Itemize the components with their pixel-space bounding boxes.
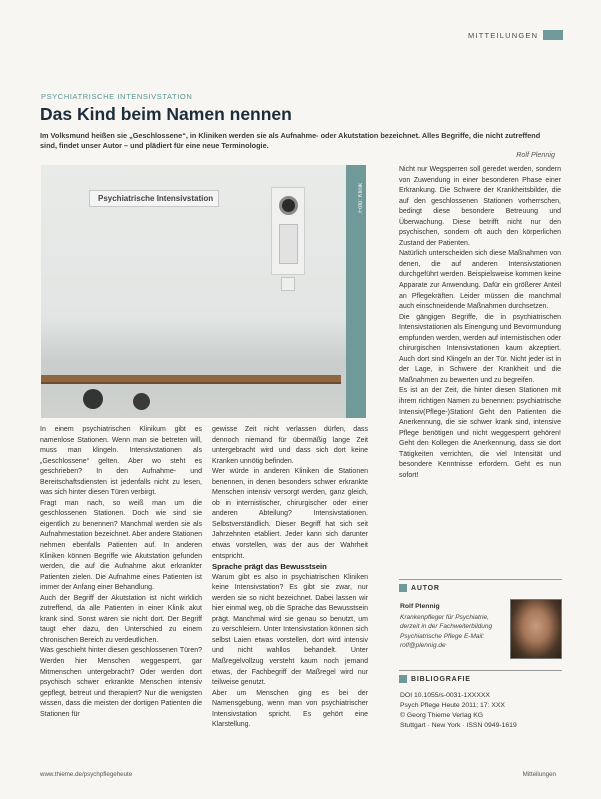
footer-url: www.thieme.de/psychpflegeheute — [40, 771, 133, 778]
author-box-label: AUTOR — [411, 584, 440, 592]
biblio-lines — [400, 691, 562, 731]
column-right — [399, 165, 561, 481]
door-knob — [133, 393, 150, 410]
paragraph: Nicht nur Wegsperren soll geredet werden, sondern von Zuwendung in einer besonderen Phase einer Erkrankung. Die Schwere der Krankheitsbilder, die auf den geschlossenen Stationen vorherrschen, bedingt diese besondere Betreuung und Überwachung. Diese betrifft nicht nur den psychischen, sondern oft auch den körperlichen Zustand der Patienten. — [399, 166, 561, 247]
biblio-box-heading — [399, 675, 471, 683]
article-kicker: PSYCHIATRISCHE INTENSIVSTATION — [41, 92, 193, 101]
section-header — [468, 28, 578, 42]
light-switch — [281, 277, 295, 291]
biblio-line: DOI 10.1055/s-0031-1XXXXX — [400, 692, 490, 699]
photo-credit: Foto: Klinik — [358, 183, 364, 213]
wall-rail-shadow — [41, 382, 341, 384]
station-sign — [89, 190, 219, 207]
article-lead: Im Volksmund heißen sie „Geschlossene“, in Kliniken werden sie als Aufnahme- oder Akutstation bezeichnet. Alles Begriffe, die nicht zutreffend sind, findet unser Autor – und plädiert für eine neue Terminologie. — [40, 131, 541, 150]
footer-page: Mitteilungen — [522, 771, 556, 778]
author-box-rule — [399, 579, 562, 580]
wall-rail — [41, 375, 341, 382]
paragraph: Was geschieht hinter diesen geschlossenen Türen? Werden hier Menschen weggesperrt, gar Mitmenschen untergebracht? Oder werden dort psychisch schwer erkrankte Menschen intensiv gepflegt, betreut und therapiert? Nur die wenigsten wissen, dass die meisten der dortigen Patienten die Stationen für — [40, 647, 202, 718]
article-title: Das Kind beim Namen nennen — [40, 104, 292, 124]
author-name: Rolf Plennig — [400, 603, 440, 610]
paragraph: Natürlich unterscheiden sich diese Maßnahmen von denen, die auf anderen Intensivstationen durchgeführt werden. Beispielsweise kommen keine Apparate zur Anwendung. Dafür ein größerer Anteil an Pflegekräften. Leider müssen die manchmal auch einschneidende Maßnahmen durchsetzen. — [399, 250, 561, 311]
section-label: MITTEILUNGEN — [468, 30, 539, 40]
section-badge — [543, 30, 563, 40]
paragraph: Fragt man nach, so weiß man um die geschlossenen Stationen. Doch wie sind sie eigentlich zu benennen? Manchmal werden sie als Aufnahmestation bezeichnet. Aber andere Stationen nehmen ebenfalls Patienten auf. In anderen Kliniken können Begriffe wie Akutstation gefunden werden, die auf die Aufnahme akut erkrankter Patienten zielen. Die Aufnahme eines Patienten ist immer der Anfang einer Behandlung. — [40, 499, 202, 592]
paragraph: Es ist an der Zeit, die hinter diesen Stationen mit ihrem richtigen Namen zu benennen: psychiatrische Intensiv(Pflege-)Station! Geht den Patienten die Anerkennung, die sie schwer krank sind, intensive Pflege benötigen und nicht weggesperrt gehören! Geht den Kollegen die Anerkennung, dass sie dort Tätigkeiten verrichten, die viel Intensität und besondere Kenntnisse erfordern. Geht es nun sofort! — [399, 387, 561, 479]
biblio-box-label: BIBLIOGRAFIE — [411, 675, 471, 683]
biblio-line: Psych Pflege Heute 2011; 17: XXX — [400, 702, 505, 709]
subheading: Sprache prägt das Bewusstsein — [212, 562, 327, 572]
column-middle — [212, 425, 368, 731]
author-box-heading — [399, 584, 440, 592]
camera-icon — [279, 196, 298, 215]
station-sign-text: Psychiatrische Intensivstation — [98, 194, 214, 203]
paragraph: Wer würde in anderen Kliniken die Stationen benennen, in denen besonders schwer erkrankte Menschen intensiv versorgt werden, ganz gleich, ob in internistischer, chirurgischer oder einer anderen Abteilung? Intensivstationen. Selbstverständlich. Dieser Begriff hat sich seit Jahrzehnten etabliert. Jeder kann sich darunter etwas vorstellen, was der aus der Wahrheit entspricht. — [212, 468, 368, 560]
paragraph: In einem psychiatrischen Klinikum gibt es namenlose Stationen. Wenn man sie betreten will, muss man klingeln. Intensivstationen als „Geschlossene“ gelten. Aber wo steht es geschrieben? In den Aufnahme- und Bereitschaftsdiensten ist jedenfalls nicht zu lesen, was sich hinter diesen Türen verbirgt. — [40, 426, 202, 497]
article-author: Rolf Plennig — [516, 150, 555, 159]
keypad-icon — [279, 224, 298, 264]
paragraph: Die gängigen Begriffe, die in psychiatrischen Intensivstationen als Einengung und Bevormundung empfunden werden, werden auf internistischen oder chirurgischen Intensivstationen kaum akzeptiert. Auch dort sind Klingeln an der Tür. Nicht jeder ist in der Lage, in Schwere der Krankheit und die Maßnahmen zu bewerten und zu begreifen. — [399, 313, 561, 384]
door-knob — [83, 389, 103, 409]
biblio-line: Stuttgart · New York · ISSN 0949-1619 — [400, 722, 517, 729]
biblio-line: © Georg Thieme Verlag KG — [400, 712, 484, 719]
paragraph: Aber um Menschen ging es bei der Namensgebung, wenn man von psychiatrischer Intensivstation spricht. Es gehört eine Klarstellung. — [212, 689, 368, 729]
paragraph: Auch der Begriff der Akutstation ist nicht wirklich zutreffend, da alle Patienten in einer Klinik akut krank sind. Sonst wären sie nicht dort. Der Begriff taugt eher dazu, den Unterschied zu einem chronischen Bereich zu verdeutlichen. — [40, 594, 202, 644]
paragraph: gewisse Zeit nicht verlassen dürfen, dass dennoch niemand für übermäßig lange Zeit untergebracht wird und dass sich dort keine Kranken unnötig befinden. — [212, 426, 368, 465]
author-description: Krankenpfleger für Psychiatrie, derzeit in der Fachweiterbildung Psychiatrische Pflege E-Mail: rolf@plennig.de — [400, 614, 493, 650]
square-icon — [399, 584, 407, 592]
column-left — [40, 425, 202, 720]
author-portrait — [510, 599, 562, 659]
article-photo — [41, 165, 366, 418]
paragraph: Warum gibt es also in psychiatrischen Kliniken keine Intensivstation? Es gibt sie zwar, nur werden sie so nicht bezeichnet. Dabei lassen wir hier einmal weg, ob die Sprache das Bewusstsein prägt. Manchmal wird sie genau so benutzt, um zu verschleiern. Unter Intensivstation können sich selbst Laien etwas vorstellen, dort wird intensiv und nicht wahllos behandelt. Unter Maßregelvollzug versteht kaum noch jemand etwas, der Fachbegriff der Maßregel wird nur teilweise genutzt. — [212, 573, 368, 687]
intercom-panel — [271, 187, 305, 275]
biblio-box-rule — [399, 670, 562, 671]
square-icon — [399, 675, 407, 683]
